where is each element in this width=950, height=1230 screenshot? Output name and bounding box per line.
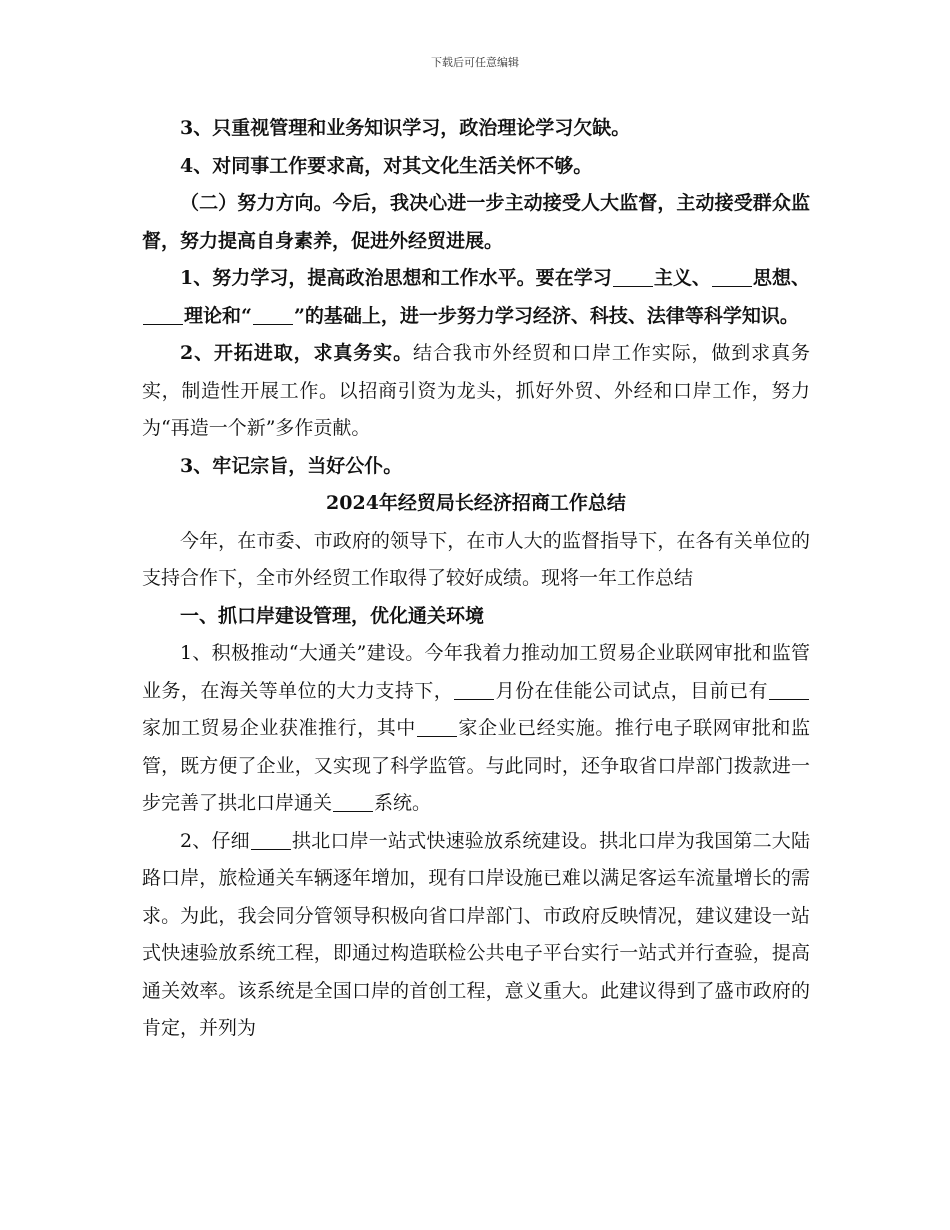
paragraph: 今年，在市委、市政府的领导下，在市人大的监督指导下，在各有关单位的支持合作下，全市外经贸工作取得了较好成绩。现将一年工作总结: [142, 529, 810, 589]
paragraph: [142, 335, 810, 448]
text-run: 1、努力学习，提高政治思想和工作水平。要在学习: [180, 267, 612, 289]
text-run: 1、积极推动“大通关”建设。今年我着力推动加工贸易企业联网审批和监管业务，在海关等单位的大力支持下，: [142, 642, 810, 702]
text-run: ”的基础上，进一步努力学习经济、科技、法律等科学知识。: [293, 304, 799, 327]
text-run: 家企业已经实施。推行电子联网审批和监管，既方便了企业，又实现了科学监管。与此同时，还争取省口岸部门拨款进一步完善了拱北口岸通关: [142, 717, 810, 814]
text-run: 系统。: [374, 792, 432, 814]
fill-in-blank: [417, 717, 457, 737]
text-run: 家加工贸易企业获准推行，其中: [142, 717, 416, 739]
page-header: 下载后可任意编辑: [431, 56, 519, 69]
text-run: 结合我市外经贸和口岸工作实际，做到求真务实，制造性开展工作。以招商引资为龙头，抓好外贸、外经和口岸工作，努力为“再造一个新”多作贡献。: [142, 342, 810, 439]
paragraph: [142, 823, 810, 1048]
paragraph: （二）努力方向。今后，我决心进一步主动接受人大监督，主动接受群众监督，努力提高自身素养，促进外经贸进展。: [142, 192, 810, 252]
paragraph-lead: 2、开拓进取，求真务实。: [180, 342, 413, 364]
fill-in-blank: [253, 305, 293, 325]
paragraph: [142, 635, 810, 823]
text-run: 2、仔细: [180, 829, 250, 852]
section-heading: 一、抓口岸建设管理，优化通关环境: [180, 604, 485, 627]
section-title: 2024年经贸局长经济招商工作总结: [326, 492, 626, 514]
text-run: 理论和“: [184, 304, 252, 327]
fill-in-blank: [333, 792, 373, 812]
fill-in-blank: [769, 680, 809, 700]
text-run: 拱北口岸一站式快速验放系统建设。拱北口岸为我国第二大陆路口岸，旅检通关车辆逐年增加，现有口岸设施已难以满足客运车流量增长的需求。为此，我会同分管领导积极向省口岸部门、市政府反映情况，建议建设一站式快速验放系统工程，即通过构造联检公共电子平台实行一站式并行查验，提高通关效率。该系统是全国口岸的首创工程，意义重大。此建议得到了盛市政府的肯定，并列为: [142, 829, 810, 1039]
paragraph: [142, 260, 810, 335]
paragraph: 3、牢记宗旨，当好公仆。: [180, 454, 403, 477]
fill-in-blank: [454, 680, 494, 700]
fill-in-blank: [143, 305, 183, 325]
fill-in-blank: [712, 267, 752, 287]
document-body: [142, 110, 810, 1048]
text-run: 月份在佳能公司试点，目前已有: [495, 679, 768, 702]
text-run: 思想、: [752, 267, 810, 289]
fill-in-blank: [251, 830, 291, 850]
paragraph: 3、只重视管理和业务知识学习，政治理论学习欠缺。: [180, 117, 631, 139]
text-run: 主义、: [653, 267, 711, 289]
fill-in-blank: [613, 267, 653, 287]
paragraph: 4、对同事工作要求高，对其文化生活关怀不够。: [180, 154, 593, 177]
